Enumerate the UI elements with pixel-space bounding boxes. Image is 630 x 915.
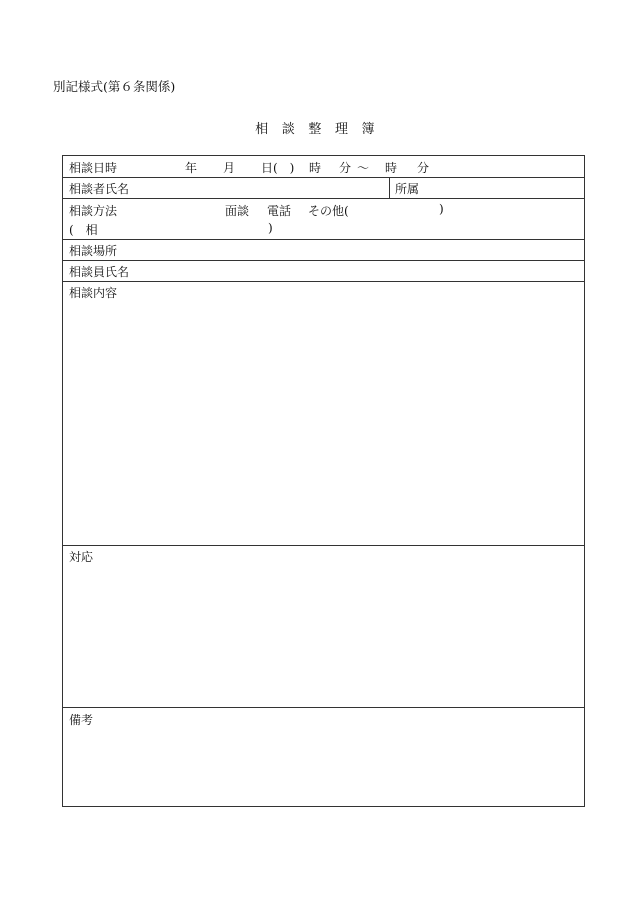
page-title: 相 談 整 理 簿 (255, 122, 375, 137)
method-option-interview: 面談 (225, 204, 250, 218)
month-label: 月 (223, 161, 236, 175)
content-label: 相談内容 (69, 286, 118, 300)
row-divider (63, 177, 584, 178)
hour-start-label: 時 (309, 161, 322, 175)
column-divider (389, 177, 390, 198)
row-divider (63, 545, 584, 546)
range-tilde: ～ (357, 161, 370, 175)
row-divider (63, 260, 584, 261)
method-option-phone: 電話 (267, 204, 292, 218)
staff-name-label: 相談員氏名 (69, 265, 130, 279)
method-option-other: その他( (308, 204, 349, 218)
consultant-name-label: 相談者氏名 (69, 182, 130, 196)
row-divider (63, 707, 584, 708)
row-divider (63, 281, 584, 282)
consultation-record-form (62, 155, 585, 807)
method-sub-close: ) (268, 221, 273, 235)
place-label: 相談場所 (69, 244, 118, 258)
datetime-label: 相談日時 (69, 161, 118, 175)
form-caption: 別記様式(第６条関係) (53, 79, 176, 94)
method-label: 相談方法 (69, 204, 118, 218)
row-divider (63, 239, 584, 240)
method-other-close: ) (439, 202, 444, 216)
remarks-label: 備考 (69, 713, 94, 727)
minute-start-label: 分 (339, 161, 352, 175)
hour-end-label: 時 (385, 161, 398, 175)
year-label: 年 (185, 161, 198, 175)
minute-end-label: 分 (417, 161, 430, 175)
affiliation-label: 所属 (395, 182, 420, 196)
row-divider (63, 198, 584, 199)
method-sub-open: ( 相 (69, 223, 98, 237)
response-label: 対応 (69, 550, 94, 564)
day-label: 日( ) (261, 161, 295, 175)
